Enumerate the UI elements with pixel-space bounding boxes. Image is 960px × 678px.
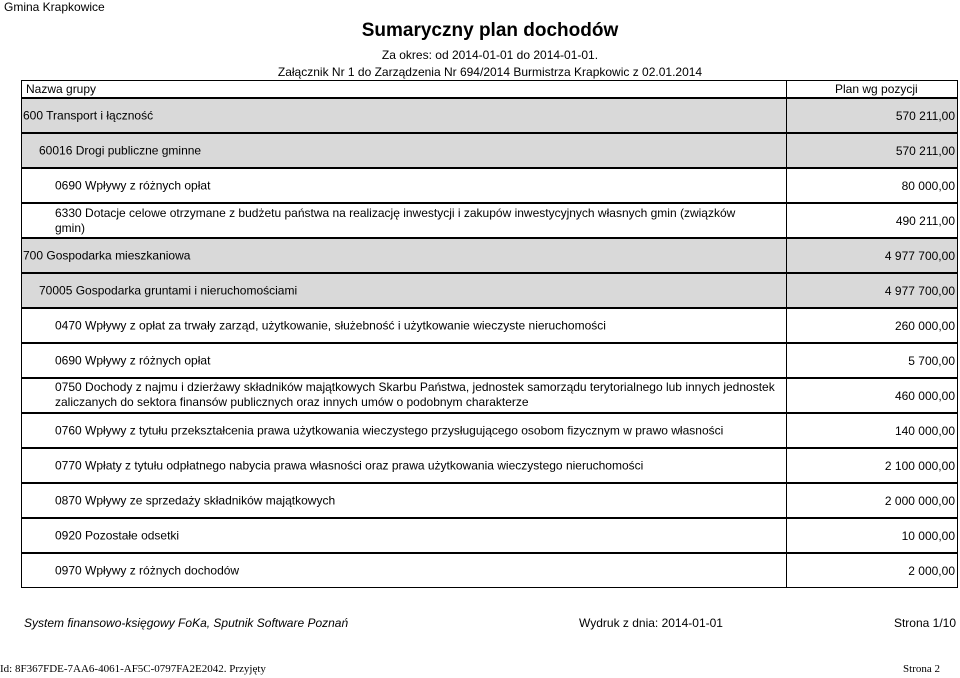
table-header <box>21 80 958 98</box>
table-row-item <box>21 413 958 448</box>
page-number-bottom: Strona 2 <box>903 663 940 675</box>
table-row-item <box>21 203 958 238</box>
row-value: 4 977 700,00 <box>884 283 955 298</box>
row-label: 0770 Wpłaty z tytułu odpłatnego nabycia prawa własności oraz prawa użytkowania wieczystego nieruchomości <box>55 458 644 472</box>
document-id: Id: 8F367FDE-7AA6-4061-AF5C-0797FA2E2042. Przyjęty <box>0 663 266 675</box>
row-value: 5 700,00 <box>908 353 955 368</box>
row-value: 460 000,00 <box>894 388 955 403</box>
row-label: 600 Transport i łączność <box>23 108 154 122</box>
row-label: 70005 Gospodarka gruntami i nieruchomościami <box>39 283 298 297</box>
row-label: 0760 Wpływy z tytułu przekształcenia prawa użytkowania wieczystego przysługującego osobom fizycznym w prawo własności <box>55 423 724 437</box>
row-value-cell <box>786 379 957 412</box>
row-label: 0690 Wpływy z różnych opłat <box>55 353 211 367</box>
row-value: 2 000,00 <box>908 563 955 578</box>
report-period: Za okres: od 2014-01-01 do 2014-01-01. <box>381 48 599 62</box>
row-value-cell <box>786 169 957 202</box>
column-header-name: Nazwa grupy <box>26 82 97 96</box>
row-label: 0470 Wpływy z opłat za trwały zarząd, użytkowanie, służebność i użytkowanie wieczyste nieruchomości <box>55 318 606 332</box>
row-value: 10 000,00 <box>901 528 955 543</box>
row-label: 60016 Drogi publiczne gminne <box>39 143 202 157</box>
row-label: 6330 Dotacje celowe otrzymane z budżetu państwa na realizację inwestycji i zakupów inwestycyjnych własnych gmin (związków gmin) <box>55 205 736 235</box>
row-value-cell <box>786 204 957 237</box>
print-date: Wydruk z dnia: 2014-01-01 <box>579 616 723 630</box>
row-value: 570 211,00 <box>895 108 955 123</box>
organization-name: Gmina Krapkowice <box>4 0 105 14</box>
row-value: 2 100 000,00 <box>884 458 955 473</box>
row-value: 140 000,00 <box>894 423 955 438</box>
row-value-cell <box>786 554 957 587</box>
table-row-chapter <box>21 133 958 168</box>
row-label: 0870 Wpływy ze sprzedaży składników majątkowych <box>55 493 336 507</box>
table-row-item <box>21 448 958 483</box>
row-value-cell <box>786 519 957 552</box>
row-value-cell <box>786 309 957 342</box>
row-value: 80 000,00 <box>901 178 955 193</box>
table-row-section <box>21 98 958 133</box>
row-value-cell <box>786 414 957 447</box>
table-row-item <box>21 483 958 518</box>
row-value-cell <box>786 449 957 482</box>
column-header-plan: Plan wg pozycji <box>835 82 918 96</box>
row-value-cell <box>786 134 957 167</box>
table-row-item <box>21 308 958 343</box>
row-value: 490 211,00 <box>895 213 955 228</box>
row-label: 0750 Dochody z najmu i dzierżawy składników majątkowych Skarbu Państwa, jednostek samorządu terytorialnego lub innych jednostek zaliczanych do sektora finansów publicznych oraz innych umów o podobnym charakterze <box>55 380 775 409</box>
table-row-item <box>21 553 958 588</box>
row-value-cell <box>786 239 957 272</box>
table-row-item <box>21 518 958 553</box>
row-label: 0920 Pozostałe odsetki <box>55 528 180 542</box>
page-indicator: Strona 1/10 <box>893 616 956 630</box>
attachment-note: Załącznik Nr 1 do Zarządzenia Nr 694/2014 Burmistrza Krapkowic z 02.01.2014 <box>277 65 703 79</box>
row-label: 700 Gospodarka mieszkaniowa <box>23 248 191 262</box>
row-value-cell <box>786 344 957 377</box>
table-row-item <box>21 378 958 413</box>
row-value: 260 000,00 <box>894 318 955 333</box>
table-row-section <box>21 238 958 273</box>
row-value-cell <box>786 274 957 307</box>
report-title: Sumaryczny plan dochodów <box>361 20 619 41</box>
row-label: 0690 Wpływy z różnych opłat <box>55 178 211 192</box>
row-label: 0970 Wpływy z różnych dochodów <box>55 563 240 577</box>
row-value-cell <box>786 484 957 517</box>
row-value: 570 211,00 <box>895 143 955 158</box>
table-row-item <box>21 168 958 203</box>
software-credit: System finansowo-księgowy FoKa, Sputnik Software Poznań <box>24 616 349 630</box>
column-header-plan-cell <box>786 81 957 97</box>
row-value-cell <box>786 99 957 132</box>
row-value: 2 000 000,00 <box>884 493 955 508</box>
row-value: 4 977 700,00 <box>884 248 955 263</box>
table-row-item <box>21 343 958 378</box>
table-row-chapter <box>21 273 958 308</box>
